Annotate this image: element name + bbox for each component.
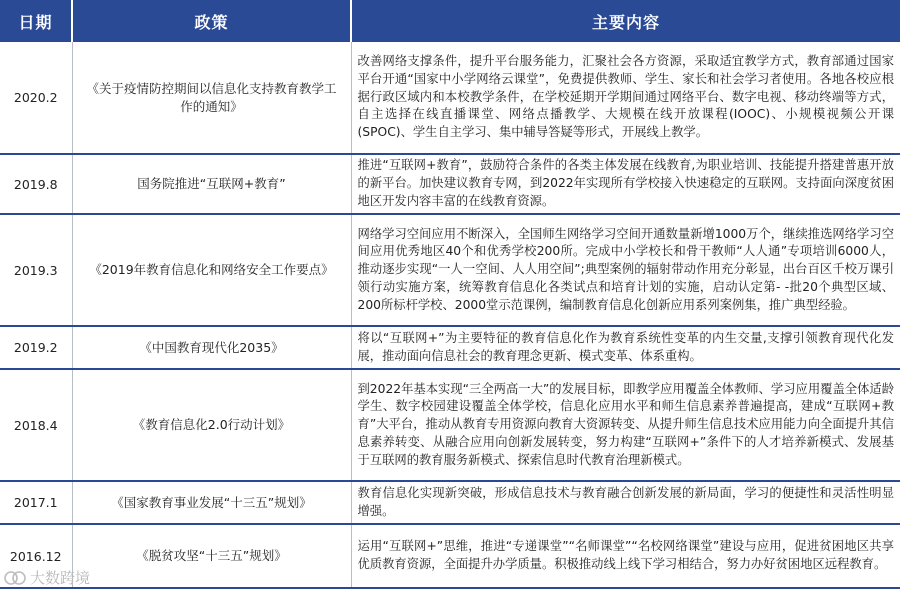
table-header — [0, 0, 900, 42]
row-content: 推进“互联网+教育”，鼓励符合条件的各类主体发展在线教育,为职业培训、技能提升搭建普惠开放的新平台。加快建议教育专网，到2022年实现所有学校接入快速稳定的互联网。支持面向深度贫困地区开发内容丰富的在线教育资源。 — [351, 154, 900, 214]
table-row — [0, 214, 900, 326]
table-row — [0, 154, 900, 214]
row-date: 2020.2 — [0, 42, 72, 154]
row-content: 将以“互联网+”为主要特征的教育信息化作为教育系统性变革的内生交量,支撑引领教育现代化发展，推动面向信息社会的教育理念更新、模式变革、体系重构。 — [351, 326, 900, 369]
row-date: 2019.8 — [0, 154, 72, 214]
row-content: 到2022年基本实现“三全两高一大”的发展目标，即教学应用覆盖全体教师、学习应用覆盖全体适龄学生、数字校园建设覆盖全体学校，信息化应用水平和师生信息素养普遍提高，建成“互联网+教育”大平台，推动从教育专用资源向教育大资源转变、从提升师生信息技术应用能力向全面提升其信息素养转变、从融合应用向创新发展转变，努力构建“互联网+”条件下的人才培养新模式、发展基于互联网的教育服务新模式、探索信息时代教育治理新模式。 — [351, 369, 900, 481]
row-content: 网络学习空间应用不断深入，全国师生网络学习空间开通数量新增1000万个，继续推选网络学习空间应用优秀地区40个和优秀学校200所。完成中小学校长和骨干教师“人人通”专项培训6000人，推动逐步实现“一人一空间、人人用空间”;典型案例的辐射带动作用充分彰显，出台百区千校万课引领行动实施方案，统筹教育信息化各类试点和培育计划的实施，启动认定第- -批20个典型区域、200所标杆学校、2000堂示范课例，编制教育信息化创新应用系列案例集，推广典型经验。 — [351, 214, 900, 326]
header-content: 主要内容 — [351, 0, 900, 42]
row-content: 教育信息化实现新突破，形成信息技术与教育融合创新发展的新局面，学习的便捷性和灵活性明显增强。 — [351, 481, 900, 524]
row-policy: 《脱贫攻坚“十三五”规划》 — [72, 524, 351, 588]
row-policy: 国务院推进“互联网+教育” — [72, 154, 351, 214]
row-date: 2019.2 — [0, 326, 72, 369]
header-date: 日期 — [0, 0, 72, 42]
row-policy: 《国家教育事业发展“十三五”规划》 — [72, 481, 351, 524]
row-date: 2017.1 — [0, 481, 72, 524]
row-policy: 《教育信息化2.0行动计划》 — [72, 369, 351, 481]
row-policy: 《关于疫情防控期间以信息化支持教育教学工作的通知》 — [72, 42, 351, 154]
table-body — [0, 42, 900, 588]
table-row — [0, 524, 900, 588]
row-date: 2016.12 — [0, 524, 72, 588]
header-policy: 政策 — [72, 0, 351, 42]
row-date: 2019.3 — [0, 214, 72, 326]
row-policy: 《2019年教育信息化和网络安全工作要点》 — [72, 214, 351, 326]
table-row — [0, 369, 900, 481]
row-policy: 《中国教育现代化2035》 — [72, 326, 351, 369]
table-row — [0, 326, 900, 369]
watermark-text: 大数跨境 — [30, 569, 91, 587]
row-content: 运用“互联网+”思维，推进“专递课堂”“名师课堂”“名校网络课堂”建设与应用，促进贫困地区共享优质教育资源，全面提升办学质量。积极推动线上线下学习相结合，努力办好贫困地区远程教育。 — [351, 524, 900, 588]
row-date: 2018.4 — [0, 369, 72, 481]
table-row — [0, 481, 900, 524]
table-row — [0, 42, 900, 154]
row-content: 改善网络支撑条件，提升平台服务能力，汇聚社会各方资源，采取适宜教学方式，教育部通过国家平台开通“国家中小学网络云课堂”，免费提供教师、学生、家长和社会学习者使用。各地各校应根据行政区域内和本校教学条件，在学校延期开学期间通过网络平台、数字电视、移动终端等方式，自主选择在线直播课堂、网络点播教学、大规模在线开放课程(IOOC)、小规模视频公开课(SPOC)、学生自主学习、集中辅导答疑等形式，开展线上教学。 — [351, 42, 900, 154]
